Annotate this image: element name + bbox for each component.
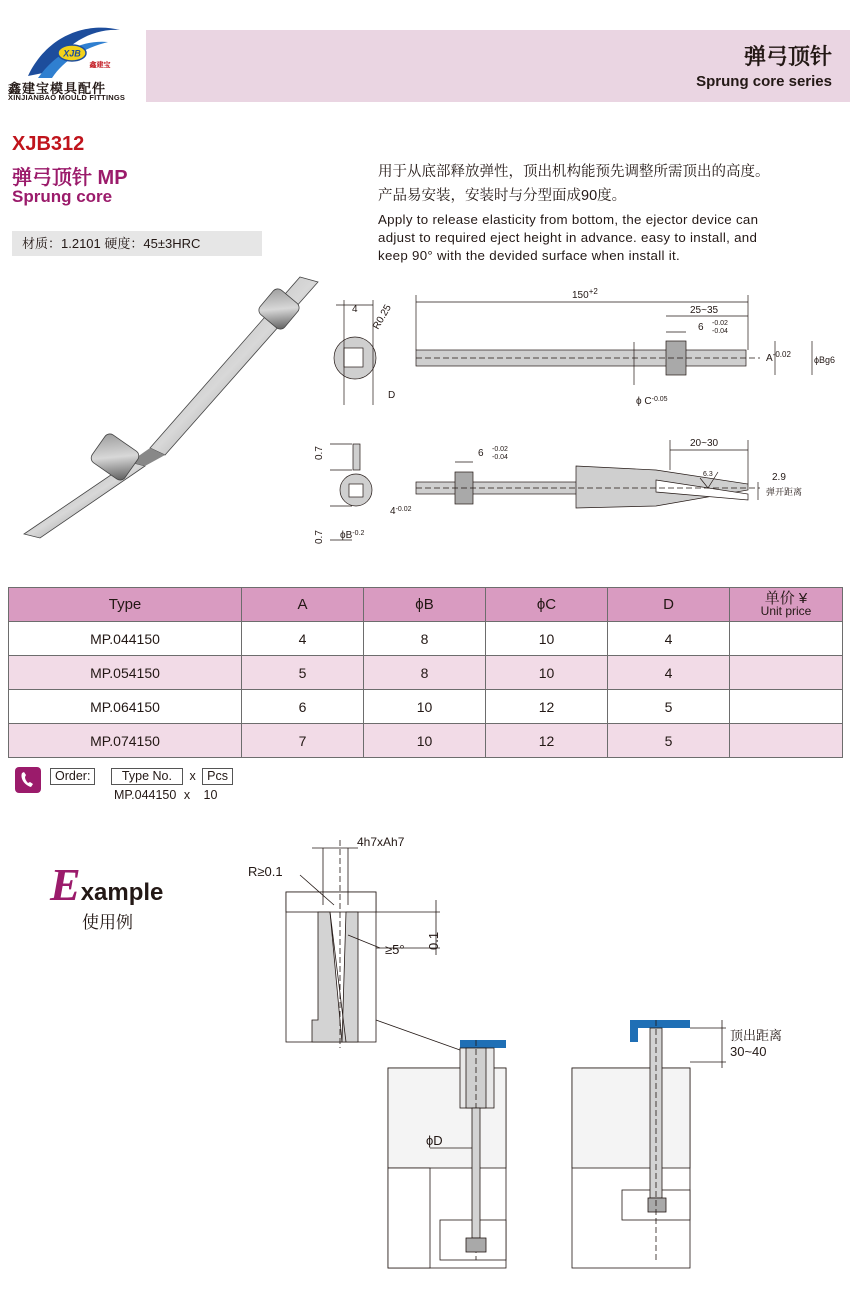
svg-text:-0.02: -0.02 bbox=[712, 320, 728, 327]
description-en-line3: keep 90° with the devided surface when install it. bbox=[378, 248, 680, 263]
table-header-row bbox=[9, 588, 843, 622]
product-photo bbox=[24, 277, 318, 538]
product-name-cn: 弹弓顶针 MP bbox=[12, 167, 128, 189]
dim-d: D bbox=[388, 390, 396, 401]
col-c: ϕC bbox=[486, 588, 608, 622]
brand-name-cn: 鑫建宝模具配件 bbox=[8, 81, 107, 96]
dim-phi-b: $\phi B^{-0.2}$ bbox=[340, 530, 365, 541]
order-example-qty: 10 bbox=[203, 788, 218, 802]
example-dim-fit: 4h7xAh7 bbox=[357, 835, 405, 849]
example-radius: R≥0.1 bbox=[248, 864, 283, 879]
col-b: ϕB bbox=[364, 588, 486, 622]
logo-mark-cn: 鑫建宝 bbox=[89, 61, 111, 69]
product-code: XJB312 bbox=[12, 133, 85, 155]
spec-table bbox=[8, 587, 843, 758]
example-phi-d: ϕD bbox=[426, 1133, 443, 1148]
dim-29: 2.9 bbox=[772, 472, 786, 483]
order-example-x: x bbox=[183, 788, 191, 802]
side-view-open bbox=[334, 300, 376, 405]
description-cn-line1: 用于从底部释放弹性，顶出机构能预先调整所需顶出的高度。 bbox=[378, 164, 770, 180]
description-en bbox=[378, 211, 838, 265]
table-row: MP.054150 5 8 10 4 bbox=[9, 656, 843, 690]
dim-6-bottom: 6 bbox=[478, 448, 484, 459]
technical-drawings bbox=[0, 260, 850, 580]
dim-4: 4 bbox=[352, 304, 358, 315]
order-label: Order: bbox=[50, 768, 95, 785]
product-name-en: Sprung core bbox=[12, 187, 113, 206]
order-type-no: Type No. bbox=[111, 768, 183, 785]
dim-07-top: 0.7 bbox=[314, 446, 325, 460]
material-spec: 材质：1.2101 硬度：45±3HRC bbox=[12, 231, 262, 256]
description-en-line1: Apply to release elasticity from bottom, the ejector device can bbox=[378, 212, 759, 227]
side-view-rod-top bbox=[416, 295, 812, 385]
dim-phi-bg6: ϕBg6 bbox=[814, 355, 836, 365]
svg-text:-0.04: -0.04 bbox=[492, 454, 508, 461]
dim-roughness: 6.3 bbox=[703, 471, 713, 478]
dim-r025: R0.25 bbox=[371, 302, 394, 332]
example-drawings bbox=[0, 820, 850, 1298]
order-pcs: Pcs bbox=[202, 768, 233, 785]
table-row: MP.044150 4 8 10 4 bbox=[9, 622, 843, 656]
description-cn bbox=[378, 160, 838, 208]
dim-6-top: 6 bbox=[698, 322, 704, 333]
side-view-closed bbox=[330, 444, 372, 540]
logo-mark: XJB bbox=[63, 48, 81, 59]
example-title-cn: 使用例 bbox=[82, 913, 133, 932]
svg-text:-0.04: -0.04 bbox=[712, 328, 728, 335]
table-row: MP.074150 7 10 12 5 bbox=[9, 724, 843, 758]
header-title-en: Sprung core series bbox=[696, 73, 832, 90]
dim-150: $150^{+2}$ bbox=[572, 287, 598, 301]
dim-20-30: 20~30 bbox=[690, 438, 719, 449]
order-row bbox=[50, 768, 233, 785]
dim-25-35: 25~35 bbox=[690, 305, 719, 316]
dim-07-bottom: 0.7 bbox=[314, 530, 325, 544]
phone-icon bbox=[14, 766, 42, 794]
description-cn-line2: 产品易安装，安装时与分型面成90度。 bbox=[378, 188, 627, 204]
dim-a: $A^{-0.02}$ bbox=[766, 350, 791, 364]
order-x: x bbox=[189, 769, 196, 783]
order-example-row bbox=[114, 788, 217, 802]
dim-4-bottom: $4^{-0.02}$ bbox=[390, 506, 412, 517]
col-a: A bbox=[242, 588, 364, 622]
col-price: 单价 ¥ Unit price bbox=[730, 588, 843, 622]
col-d: D bbox=[608, 588, 730, 622]
col-type: Type bbox=[9, 588, 242, 622]
example-eject-range: 30~40 bbox=[730, 1044, 767, 1059]
order-example-type: MP.044150 bbox=[114, 788, 177, 802]
dim-spring-gap: 弹开距离 bbox=[766, 487, 803, 497]
header-title-cn: 弹弓顶针 bbox=[743, 44, 832, 69]
example-angle: ≥5° bbox=[385, 942, 405, 957]
dim-phi-c: ϕ $C^{-0.05}$ bbox=[636, 396, 668, 407]
example-title: Example bbox=[50, 859, 164, 910]
table-row: MP.064150 6 10 12 5 bbox=[9, 690, 843, 724]
example-eject-label: 顶出距离 bbox=[730, 1028, 783, 1043]
example-gap: 0.1 bbox=[426, 931, 441, 950]
svg-text:-0.02: -0.02 bbox=[492, 446, 508, 453]
brand-name-en: XINJIANBAO MOULD FITTINGS bbox=[8, 93, 126, 102]
description-en-line2: adjust to required eject height in advance. easy to install, and bbox=[378, 230, 758, 245]
